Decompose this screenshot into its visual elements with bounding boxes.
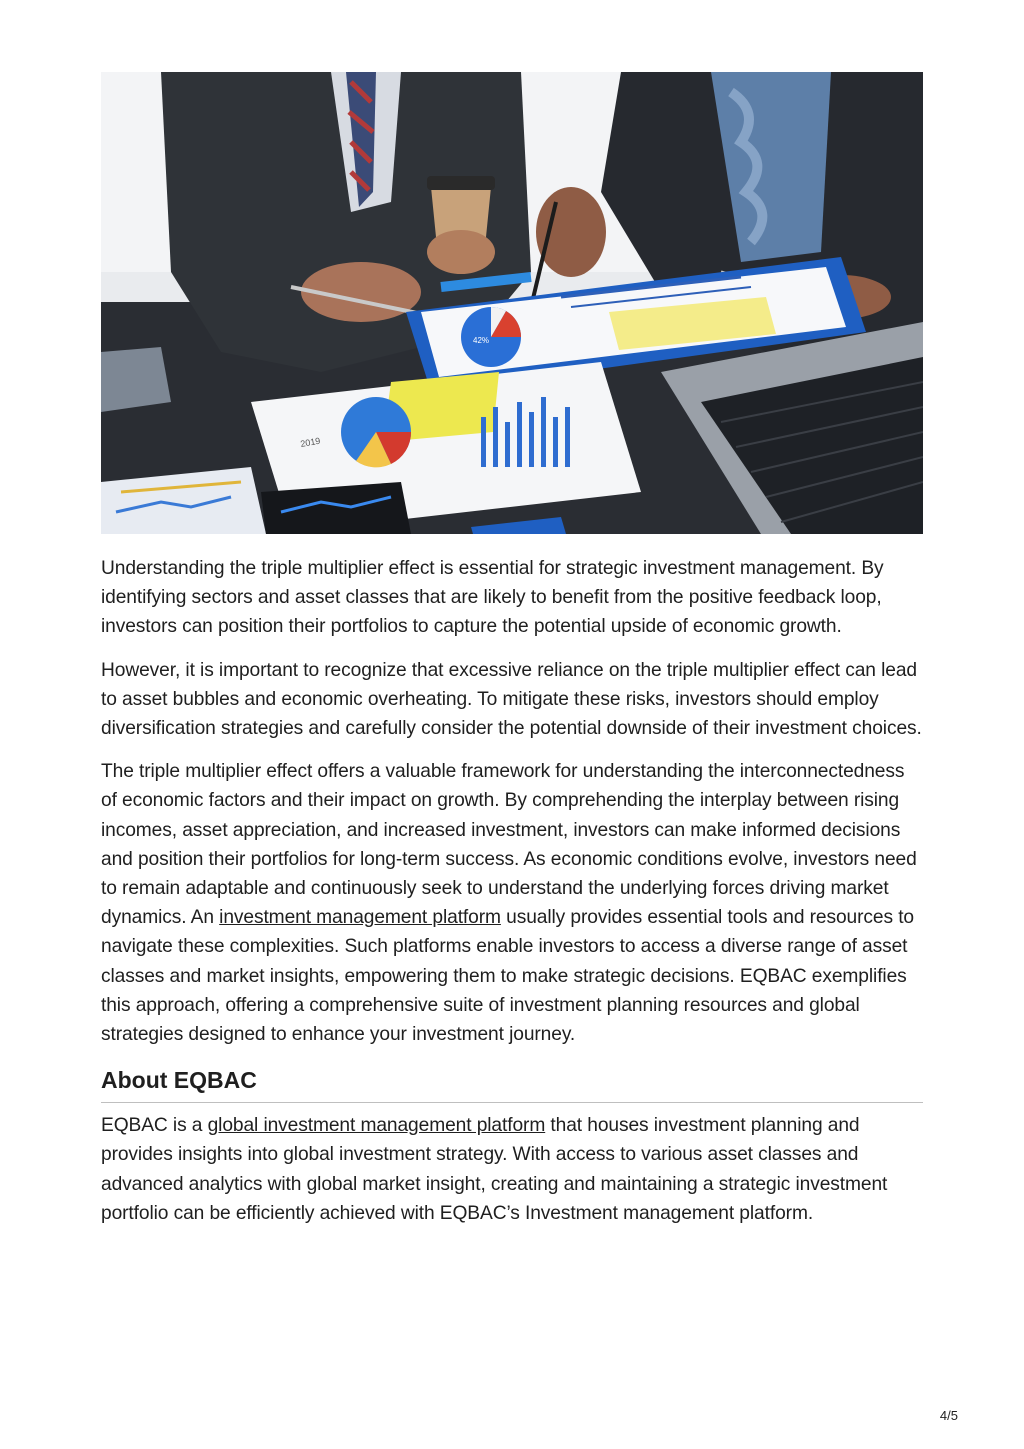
paragraph-3: [101, 757, 923, 1049]
business-meeting-photo: [101, 72, 923, 534]
paragraph-2: However, it is important to recognize that excessive reliance on the triple multiplier effect can lead to asset bubbles and economic overheating. To mitigate these risks, investors should employ diversification strategies and carefully consider the potential downside of their investment choices.: [101, 659, 922, 740]
about-paragraph: [101, 1111, 923, 1228]
about-text-before: EQBAC is a: [101, 1115, 208, 1137]
article-body: [101, 554, 923, 1242]
chart-year-label: 2019: [299, 435, 322, 449]
investment-management-platform-link[interactable]: investment management platform: [219, 907, 501, 929]
global-investment-platform-link[interactable]: global investment management platform: [207, 1115, 546, 1137]
paragraph-1: Understanding the triple multiplier effect is essential for strategic investment management. By identifying sectors and asset classes that are likely to benefit from the positive feedback loop, investors can position their portfolios to capture the potential upside of economic growth.: [101, 558, 884, 638]
page-number: 4/5: [939, 1408, 958, 1423]
about-text-after: that houses investment planning and provides insights into global investment strategy. With access to various asset classes and advanced analytics with global market insight, creating and maintaining a strategic investment portfolio can be efficiently achieved with EQBAC’s Investment management platform.: [101, 1115, 888, 1224]
pie-label: 42%: [473, 336, 490, 345]
about-heading: About EQBAC: [101, 1065, 923, 1103]
paragraph-3-text-before: The triple multiplier effect offers a valuable framework for understanding the interconnectedness of economic factors and their impact on growth. By comprehending the interplay between rising incomes, asset appreciation, and increased investment, investors can make informed decisions and position their portfolios for long-term success. As economic conditions evolve, investors need to remain adaptable and continuously seek to understand the underlying forces driving market dynamics. An: [101, 761, 917, 929]
paragraph-3-text-after: usually provides essential tools and resources to navigate these complexities. Such platforms enable investors to access a diverse range of asset classes and market insights, empowering them to make strategic decisions. EQBAC exemplifies this approach, offering a comprehensive suite of investment planning resources and global strategies designed to enhance your investment journey.: [101, 907, 914, 1046]
hero-image: [101, 72, 923, 534]
